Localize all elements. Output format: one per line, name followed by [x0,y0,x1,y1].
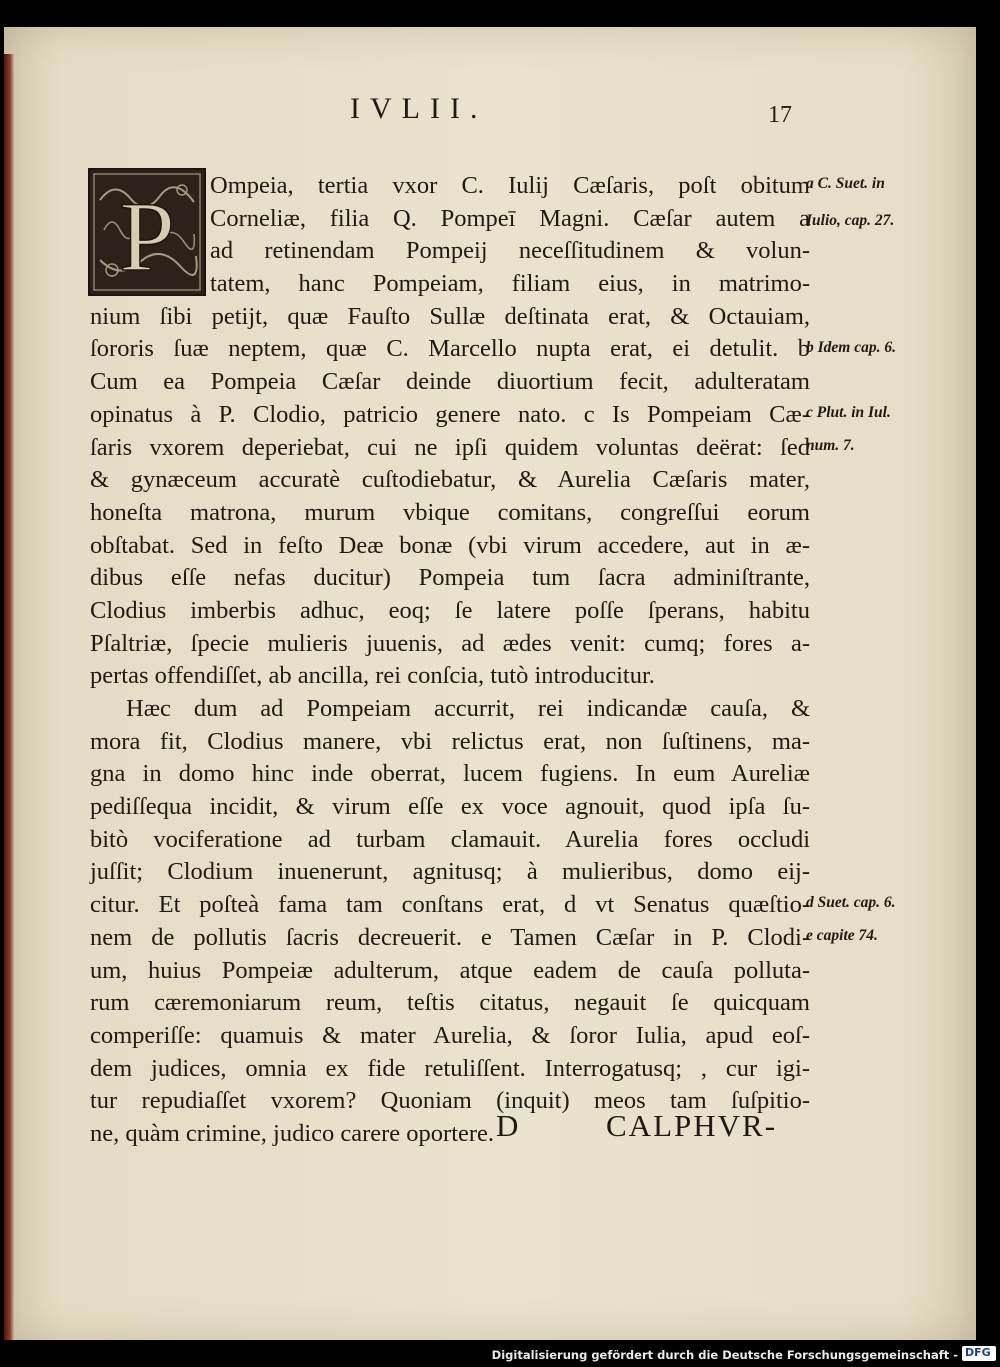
text-line: Pſaltriæ, ſpecie mulieris juuenis, ad ædes venit: cumq; fores a- [90,629,810,657]
running-head: IVLII. [350,92,488,125]
margin-note: d Suet. cap. 6. [806,894,896,912]
footer-credit: Digitalisierung gefördert durch die Deutsche Forschungsgemeinschaft - [491,1348,958,1362]
dfg-logo-icon [962,1346,996,1361]
text-line: Ompeia, tertia vxor C. Iulij Cæſaris, poſt obitum [210,172,810,199]
text-line: honeſta matrona, murum vbique comitans, congreſſui eorum [90,498,810,526]
text-line: pertas offendiſſet, ab ancilla, rei conſcia, tutò introducitur. [90,662,655,690]
margin-note: Iulio, cap. 27. [806,211,895,229]
text-line: Clodius imberbis adhuc, eoq; ſe latere poſſe ſperans, habitu [90,596,810,624]
text-line: & gynæceum accuratè cuſtodiebatur, & Aurelia Cæſaris mater, [90,466,810,494]
margin-note: e capite 74. [806,927,878,945]
margin-note: c Plut. in Iul. [806,403,891,421]
text-line: comperiſſe: quamuis & mater Aurelia, & ſoror Iulia, apud eoſ- [90,1021,810,1049]
text-line: ſaris vxorem deperiebat, cui ne ipſi quidem voluntas deërat: ſed [90,433,810,461]
folio-number: 17 [768,102,792,128]
text-line: tur repudiaſſet vxorem? Quoniam (inquit) meos tam ſuſpitio- [90,1087,810,1115]
margin-note: a C. Suet. in [806,175,885,192]
text-line: gna in domo hinc inde oberrat, lucem fugiens. In eum Aureliæ [90,760,810,788]
text-line: dem judices, omnia ex fide retuliſſent. Interrogatusq; , cur igi- [90,1054,810,1082]
footer-bar [0,1340,1000,1367]
margin-note: num. 7. [806,436,855,454]
page-spine-edge [4,54,14,1367]
text-line: citur. Et poſteà fama tam conſtans erat, d vt Senatus quæſtio- [90,891,810,919]
text-line: mora fit, Clodius manere, vbi relictus erat, non ſuſtinens, ma- [90,727,810,755]
text-line: Corneliæ, filia Q. Pompeī Magni. Cæſar autem a [210,204,810,232]
text-line: dibus eſſe nefas ducitur) Pompeia tum ſacra adminiſtrante, [90,564,810,592]
text-line: pediſſequa incidit, & virum eſſe ex voce agnouit, quod ipſa ſu- [90,793,810,821]
signature-mark: D [496,1108,519,1143]
text-line: Cum ea Pompeia Cæſar deinde diuortium fecit, adulteratam [90,368,810,396]
initial-letter: P [119,181,175,292]
text-line: ſororis ſuæ neptem, quæ C. Marcello nupta erat, ei detulit. b [90,335,810,363]
text-line: tatem, hanc Pompeiam, filiam eius, in matrimo- [210,270,810,298]
text-line: um, huius Pompeiæ adulterum, atque eadem de cauſa polluta- [90,956,810,984]
text-line: ad retinendam Pompeij neceſſitudinem & volun- [210,237,810,265]
dfg-logo-text: DFG [965,1346,991,1359]
text-line: bitò vociferatione ad turbam clamauit. Aurelia fores occludi [90,825,810,853]
text-line: juſſit; Clodium inuenerunt, agnitusq; à mulieribus, domo eij- [90,858,810,886]
text-line: obſtabat. Sed in feſto Deæ bonæ (vbi virum accedere, aut in æ- [90,531,810,559]
margin-note: b Idem cap. 6. [806,338,896,356]
body-text [90,170,810,1151]
text-line: opinatus à P. Clodio, patricio genere nato. c Is Pompeiam Cæ- [90,400,810,428]
text-line: nium ſibi petijt, quæ Fauſto Sullæ deſtinata erat, & Octauiam, [90,302,810,330]
catchword: CALPHVR- [606,1108,778,1143]
text-line: Hæc dum ad Pompeiam accurrit, rei indicandæ cauſa, & [126,695,810,722]
text-line: ne, quàm crimine, judico carere oportere. [90,1119,495,1147]
text-line: rum cæremoniarum reum, teſtis citatus, negauit ſe quicquam [90,989,810,1017]
text-line: nem de pollutis ſacris decreuerit. e Tamen Cæſar in P. Clodi- [90,923,810,951]
